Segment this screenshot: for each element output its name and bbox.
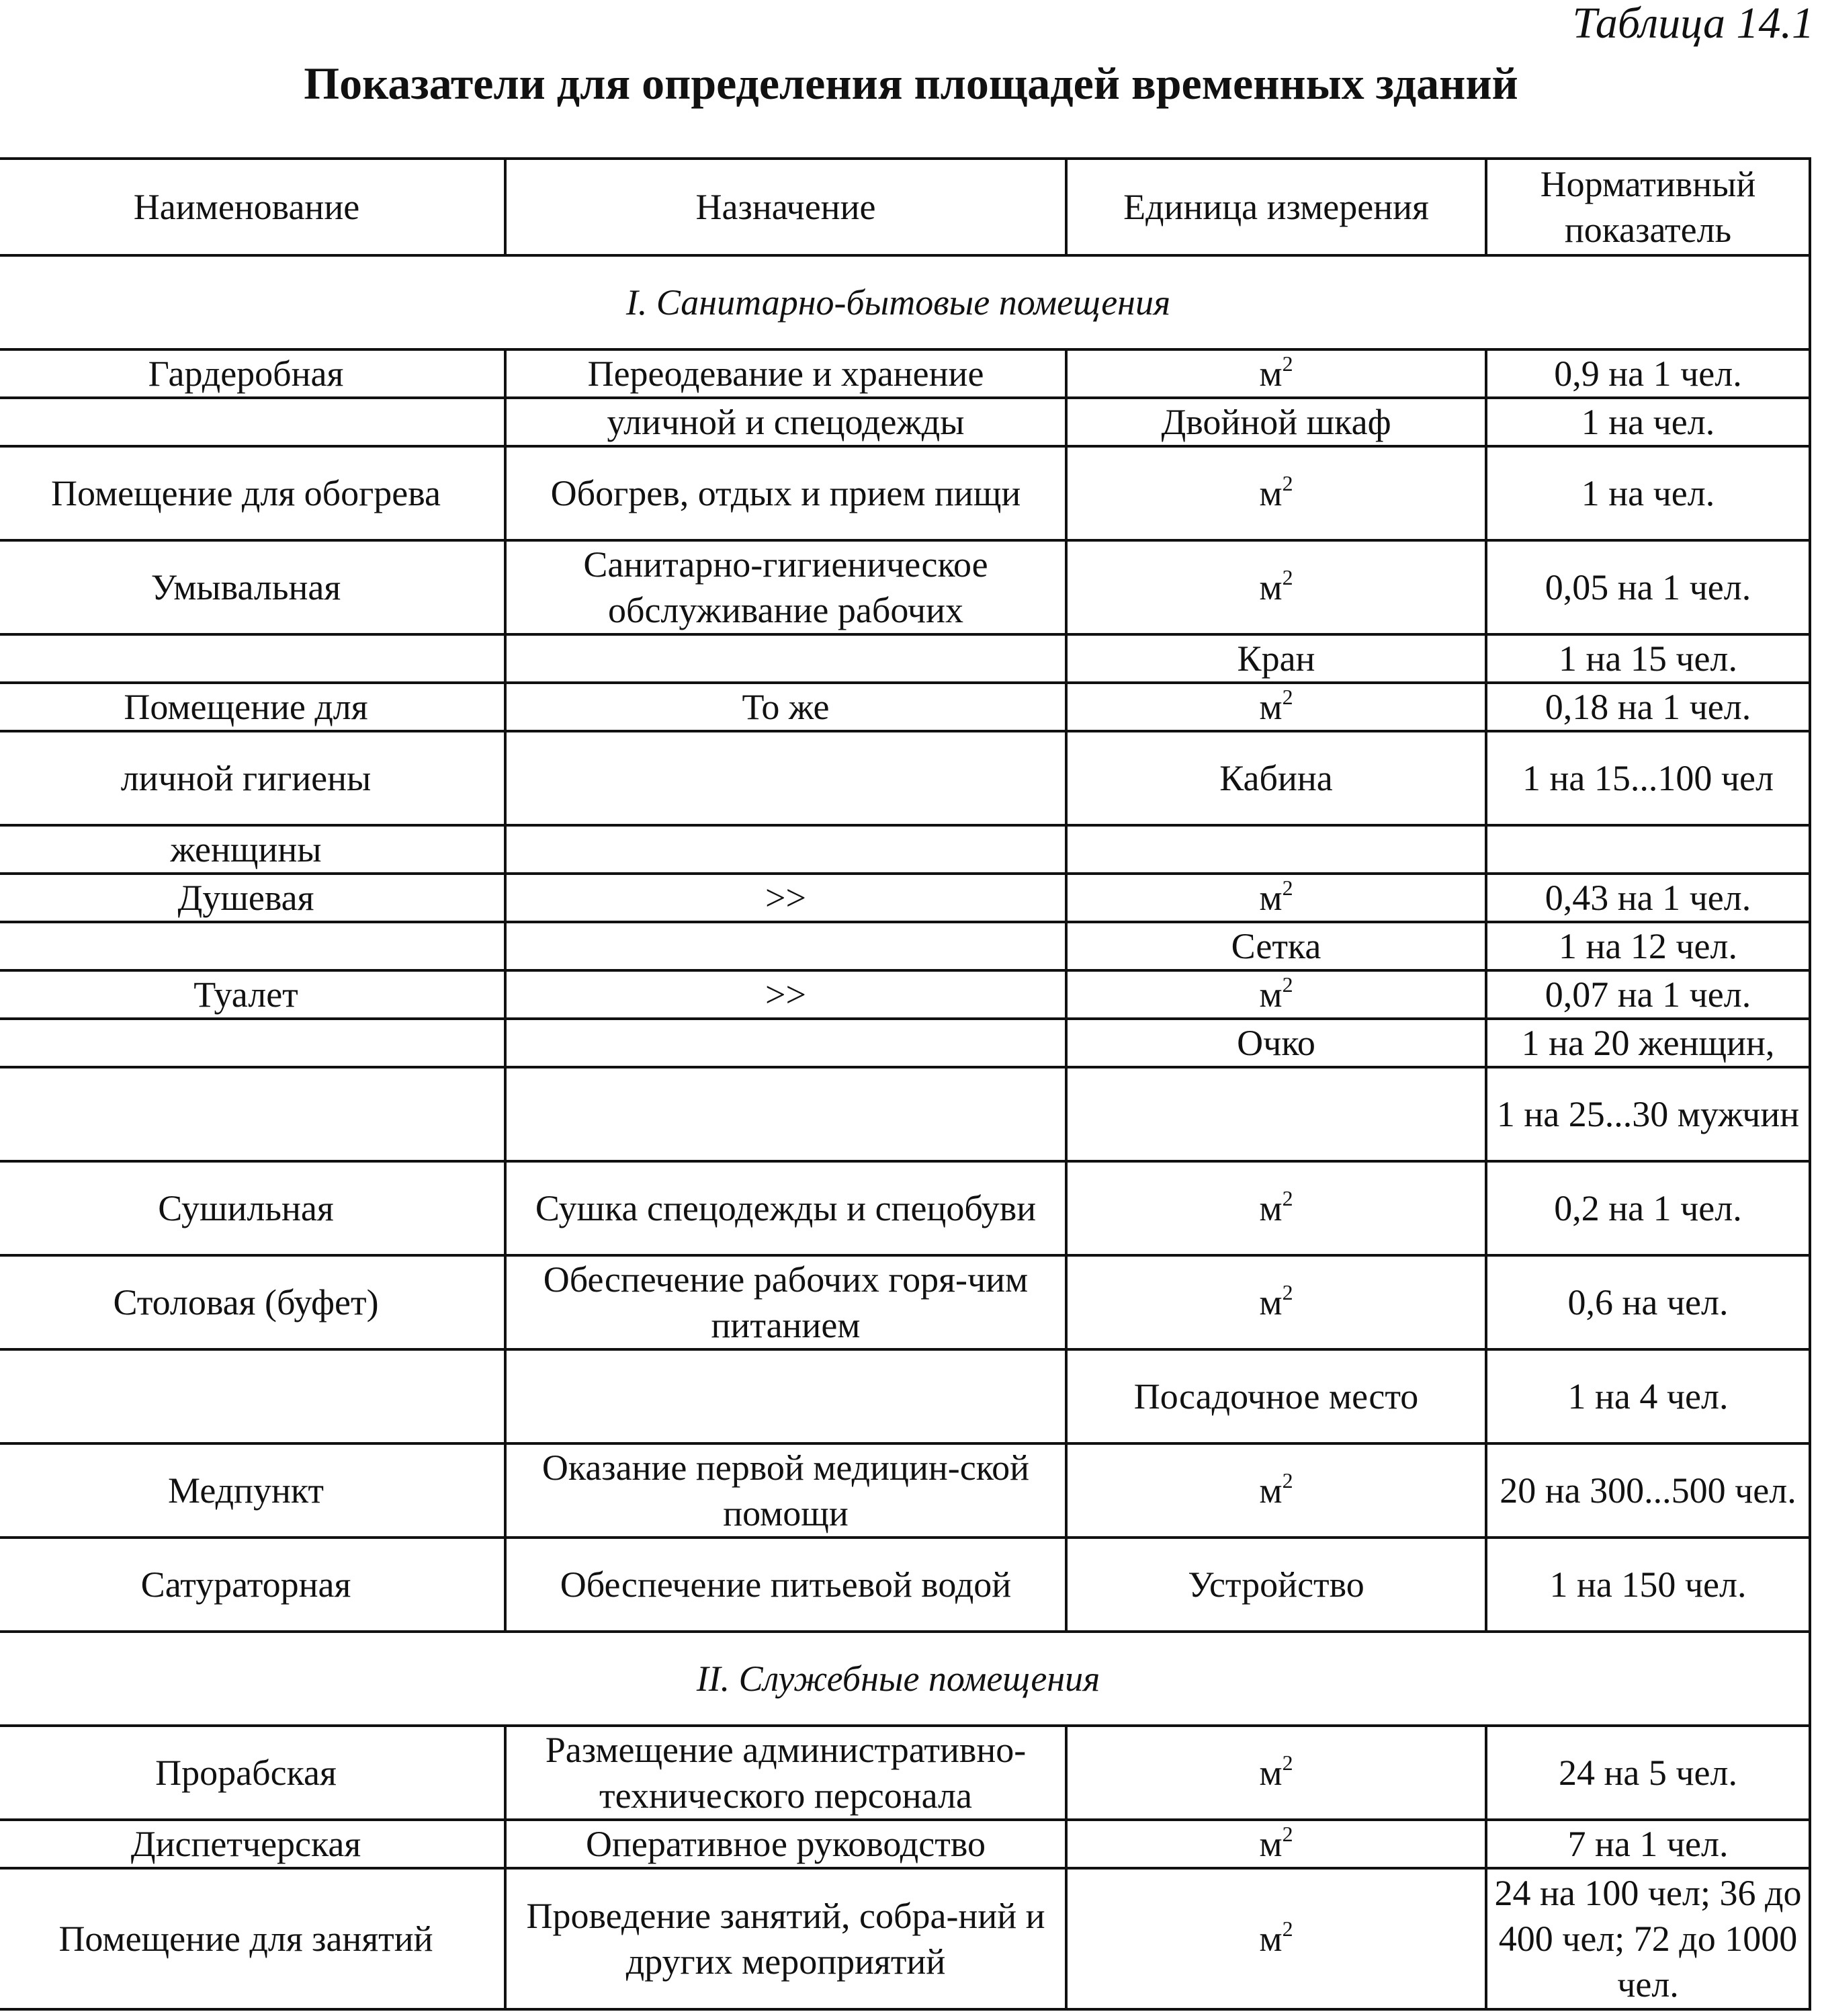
- row-name: Помещение для обогрева: [0, 446, 505, 540]
- unit-m2-sup: 2: [1282, 1186, 1293, 1210]
- section-row: [0, 1632, 1810, 1726]
- header-unit: Единица измерения: [1066, 159, 1486, 255]
- row-purpose: Оперативное руководство: [505, 1820, 1066, 1868]
- unit-m2-sup: 2: [1282, 685, 1293, 709]
- row-value: 1 на 15...100 чел: [1486, 731, 1810, 825]
- row-purpose: То же: [505, 683, 1066, 731]
- unit-m2: м: [1259, 974, 1283, 1015]
- row-value: 0,6 на чел.: [1486, 1255, 1810, 1349]
- row-value: 24 на 5 чел.: [1486, 1726, 1810, 1820]
- table-row: [0, 922, 1810, 970]
- row-value: 7 на 1 чел.: [1486, 1820, 1810, 1868]
- row-purpose: Обогрев, отдых и прием пищи: [505, 446, 1066, 540]
- header-purpose: Назначение: [505, 159, 1066, 255]
- row-name: Сатураторная: [0, 1538, 505, 1632]
- unit-m2: м: [1259, 353, 1283, 394]
- row-purpose: [505, 922, 1066, 970]
- row-value: 1 на 25...30 мужчин: [1486, 1067, 1810, 1161]
- table-number: Таблица 14.1: [1572, 0, 1814, 48]
- row-unit: Очко: [1066, 1019, 1486, 1067]
- unit-m2: м: [1259, 1470, 1283, 1511]
- unit-m2-sup: 2: [1282, 876, 1293, 900]
- row-value: 0,43 на 1 чел.: [1486, 874, 1810, 922]
- section-title: I. Санитарно-бытовые помещения: [0, 255, 1810, 349]
- row-name: Сушильная: [0, 1161, 505, 1255]
- unit-m2: м: [1259, 567, 1283, 607]
- section-row: [0, 255, 1810, 349]
- table-row: [0, 540, 1810, 634]
- row-value: 0,05 на 1 чел.: [1486, 540, 1810, 634]
- row-purpose: [505, 1067, 1066, 1161]
- row-purpose: Санитарно-гигиеническое обслуживание рабочих: [505, 540, 1066, 634]
- table-row: [0, 1019, 1810, 1067]
- table-row: [0, 1255, 1810, 1349]
- row-unit: [1066, 1820, 1486, 1868]
- row-name: личной гигиены: [0, 731, 505, 825]
- table-row: [0, 970, 1810, 1019]
- row-unit: [1066, 446, 1486, 540]
- row-value: 0,9 на 1 чел.: [1486, 349, 1810, 398]
- table-row: [0, 398, 1810, 446]
- unit-m2: м: [1259, 1282, 1283, 1322]
- table-row: [0, 349, 1810, 398]
- unit-m2: м: [1259, 473, 1283, 513]
- row-unit: [1066, 1161, 1486, 1255]
- row-purpose: >>: [505, 970, 1066, 1019]
- row-purpose: Сушка спецодежды и спецобуви: [505, 1161, 1066, 1255]
- row-purpose: Обеспечение рабочих горя-чим питанием: [505, 1255, 1066, 1349]
- row-name: Помещение для занятий: [0, 1868, 505, 2009]
- row-name: [0, 922, 505, 970]
- row-unit: [1066, 825, 1486, 874]
- row-name: [0, 1067, 505, 1161]
- table-row: [0, 874, 1810, 922]
- row-value: 0,18 на 1 чел.: [1486, 683, 1810, 731]
- row-purpose: [505, 825, 1066, 874]
- row-name: Медпункт: [0, 1443, 505, 1538]
- row-unit: [1066, 970, 1486, 1019]
- header-row: [0, 159, 1810, 255]
- row-name: Туалет: [0, 970, 505, 1019]
- row-purpose: [505, 1019, 1066, 1067]
- row-value: [1486, 825, 1810, 874]
- row-unit: [1066, 1868, 1486, 2009]
- table-row: [0, 683, 1810, 731]
- row-unit: Кран: [1066, 634, 1486, 683]
- row-unit: Устройство: [1066, 1538, 1486, 1632]
- row-value: 1 на 150 чел.: [1486, 1538, 1810, 1632]
- row-value: 1 на 20 женщин,: [1486, 1019, 1810, 1067]
- table-row: [0, 1538, 1810, 1632]
- row-purpose: [505, 731, 1066, 825]
- row-value: 20 на 300...500 чел.: [1486, 1443, 1810, 1538]
- row-name: [0, 1019, 505, 1067]
- unit-m2-sup: 2: [1282, 1280, 1293, 1304]
- page-title: Показатели для определения площадей временных зданий: [304, 58, 1518, 109]
- row-purpose: [505, 1349, 1066, 1443]
- row-unit: Посадочное место: [1066, 1349, 1486, 1443]
- row-unit: [1066, 1443, 1486, 1538]
- row-name: Гардеробная: [0, 349, 505, 398]
- unit-m2: м: [1259, 1824, 1283, 1864]
- row-purpose: Переодевание и хранение: [505, 349, 1066, 398]
- unit-m2: м: [1259, 1919, 1283, 1959]
- row-unit: Двойной шкаф: [1066, 398, 1486, 446]
- row-name: [0, 1349, 505, 1443]
- row-unit: [1066, 683, 1486, 731]
- row-purpose: Оказание первой медицин-ской помощи: [505, 1443, 1066, 1538]
- row-unit: Кабина: [1066, 731, 1486, 825]
- row-purpose: Размещение административно-технического персонала: [505, 1726, 1066, 1820]
- row-name: Помещение для: [0, 683, 505, 731]
- row-unit: [1066, 1726, 1486, 1820]
- row-value: 1 на чел.: [1486, 446, 1810, 540]
- unit-m2: м: [1259, 687, 1283, 727]
- row-unit: [1066, 1255, 1486, 1349]
- row-name: Прорабская: [0, 1726, 505, 1820]
- row-purpose: Проведение занятий, собра-ний и других мероприятий: [505, 1868, 1066, 2009]
- table-row: [0, 1820, 1810, 1868]
- unit-m2-sup: 2: [1282, 1822, 1293, 1846]
- row-value: 0,07 на 1 чел.: [1486, 970, 1810, 1019]
- row-value: 1 на 15 чел.: [1486, 634, 1810, 683]
- row-name: Умывальная: [0, 540, 505, 634]
- table-row: [0, 1349, 1810, 1443]
- row-name: [0, 398, 505, 446]
- row-unit: [1066, 874, 1486, 922]
- table-row: [0, 446, 1810, 540]
- unit-m2-sup: 2: [1282, 1468, 1293, 1493]
- unit-m2: м: [1259, 1753, 1283, 1793]
- row-purpose: [505, 634, 1066, 683]
- row-value: 1 на 4 чел.: [1486, 1349, 1810, 1443]
- table-row: [0, 731, 1810, 825]
- unit-m2-sup: 2: [1282, 972, 1293, 997]
- row-name: [0, 634, 505, 683]
- table-row: [0, 634, 1810, 683]
- unit-m2-sup: 2: [1282, 471, 1293, 495]
- row-unit: [1066, 1067, 1486, 1161]
- unit-m2-sup: 2: [1282, 1917, 1293, 1941]
- row-purpose: уличной и спецодежды: [505, 398, 1066, 446]
- row-unit: Сетка: [1066, 922, 1486, 970]
- section-title: II. Служебные помещения: [0, 1632, 1810, 1726]
- row-value: 1 на 12 чел.: [1486, 922, 1810, 970]
- header-value: Нормативный показатель: [1486, 159, 1810, 255]
- table-row: [0, 1726, 1810, 1820]
- table-row: [0, 1067, 1810, 1161]
- row-value: 24 на 100 чел; 36 до 400 чел; 72 до 1000 чел.: [1486, 1868, 1810, 2009]
- row-name: Душевая: [0, 874, 505, 922]
- unit-m2: м: [1259, 878, 1283, 918]
- table-row: [0, 1868, 1810, 2009]
- norms-table: [0, 157, 1811, 2011]
- unit-m2-sup: 2: [1282, 565, 1293, 589]
- row-purpose: >>: [505, 874, 1066, 922]
- unit-m2-sup: 2: [1282, 1751, 1293, 1775]
- row-unit: [1066, 540, 1486, 634]
- table-row: [0, 825, 1810, 874]
- row-name: Столовая (буфет): [0, 1255, 505, 1349]
- row-name: Диспетчерская: [0, 1820, 505, 1868]
- row-value: 1 на чел.: [1486, 398, 1810, 446]
- unit-m2: м: [1259, 1188, 1283, 1228]
- table-row: [0, 1443, 1810, 1538]
- row-unit: [1066, 349, 1486, 398]
- header-name: Наименование: [0, 159, 505, 255]
- row-purpose: Обеспечение питьевой водой: [505, 1538, 1066, 1632]
- row-value: 0,2 на 1 чел.: [1486, 1161, 1810, 1255]
- row-name: женщины: [0, 825, 505, 874]
- unit-m2-sup: 2: [1282, 351, 1293, 376]
- table-row: [0, 1161, 1810, 1255]
